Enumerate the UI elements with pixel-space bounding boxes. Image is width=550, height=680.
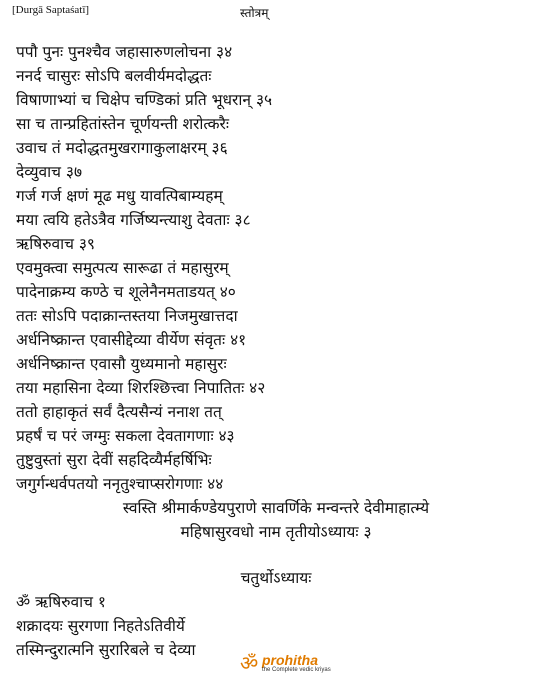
verse-line: पपौ पुनः पुनश्चैव जहासारुणलोचना ३४ bbox=[16, 43, 233, 61]
verse-line: ननर्द चासुरः सोऽपि बलवीर्यमदोद्धतः bbox=[16, 67, 212, 85]
verse-line: शक्रादयः सुरगणा निहतेऽतिवीर्ये bbox=[16, 617, 185, 635]
verse-line: तस्मिन्दुरात्मनि सुरारिबले च देव्या bbox=[16, 641, 196, 659]
verse-line: सा च तान्प्रहितांस्तेन चूर्णयन्ती शरोत्करैः bbox=[16, 115, 229, 133]
book-title: [Durgā Saptaśatī] bbox=[12, 4, 90, 16]
verse-line: गर्ज गर्ज क्षणं मूढ मधु यावत्पिबाम्यहम् bbox=[16, 187, 223, 205]
verse-line: उवाच तं मदोद्धतमुखरागाकुलाक्षरम् ३६ bbox=[16, 139, 228, 157]
chapter-heading: चतुर्थोऽध्यायः bbox=[240, 569, 312, 587]
verse-line: तुष्टुवुस्तां सुरा देवीं सहदिव्यैर्महर्षिभिः bbox=[16, 451, 212, 469]
verse-line: अर्धनिष्क्रान्त एवासौ युध्यमानो महासुरः bbox=[16, 355, 227, 373]
verse-line: ततो हाहाकृतं सर्वं दैत्यसैन्यं ननाश तत् bbox=[16, 403, 222, 421]
verse-line: पादेनाक्रम्य कण्ठे च शूलेनैनमताडयत् ४० bbox=[16, 283, 236, 301]
logo-name: prohitha bbox=[262, 652, 318, 668]
verse-line: ॐ ऋषिरुवाच १ bbox=[16, 593, 106, 611]
verse-line: मया त्वयि हतेऽत्रैव गर्जिष्यन्त्याशु देवताः ३८ bbox=[16, 211, 251, 229]
om-icon: ॐ bbox=[240, 651, 259, 675]
verse-line: प्रहर्षं च परं जग्मुः सकला देवतागणाः ४३ bbox=[16, 427, 235, 445]
spacer bbox=[16, 544, 536, 566]
verse-line: विषाणाभ्यां च चिक्षेप चण्डिकां प्रति भूधरान् ३५ bbox=[16, 91, 273, 109]
verse-block bbox=[16, 40, 536, 662]
page-header bbox=[0, 4, 550, 22]
logo-tagline: the Complete vedic kriyas bbox=[262, 667, 331, 673]
verse-line: एवमुक्त्वा समुत्पत्य सारूढा तं महासुरम् bbox=[16, 259, 229, 277]
section-title: स्तोत्रम् bbox=[240, 6, 269, 20]
verse-line: अर्धनिष्क्रान्त एवासीद्देव्या वीर्येण संवृतः ४१ bbox=[16, 331, 247, 349]
colophon-line: स्वस्ति श्रीमार्कण्डेयपुराणे सावर्णिके मन्वन्तरे देवीमाहात्म्ये bbox=[122, 499, 430, 517]
verse-line: ततः सोऽपि पदाक्रान्तस्तया निजमुखात्तदा bbox=[16, 307, 238, 325]
prohitha-logo bbox=[240, 652, 350, 676]
verse-line: जगुर्गन्धर्वपतयो ननृतुश्चाप्सरोगणाः ४४ bbox=[16, 475, 224, 493]
verse-line: देव्युवाच ३७ bbox=[16, 163, 83, 181]
colophon-line: महिषासुरवधो नाम तृतीयोऽध्यायः ३ bbox=[180, 523, 372, 541]
verse-line: ऋषिरुवाच ३९ bbox=[16, 235, 95, 253]
verse-line: तया महासिना देव्या शिरश्छित्त्वा निपातितः ४२ bbox=[16, 379, 266, 397]
